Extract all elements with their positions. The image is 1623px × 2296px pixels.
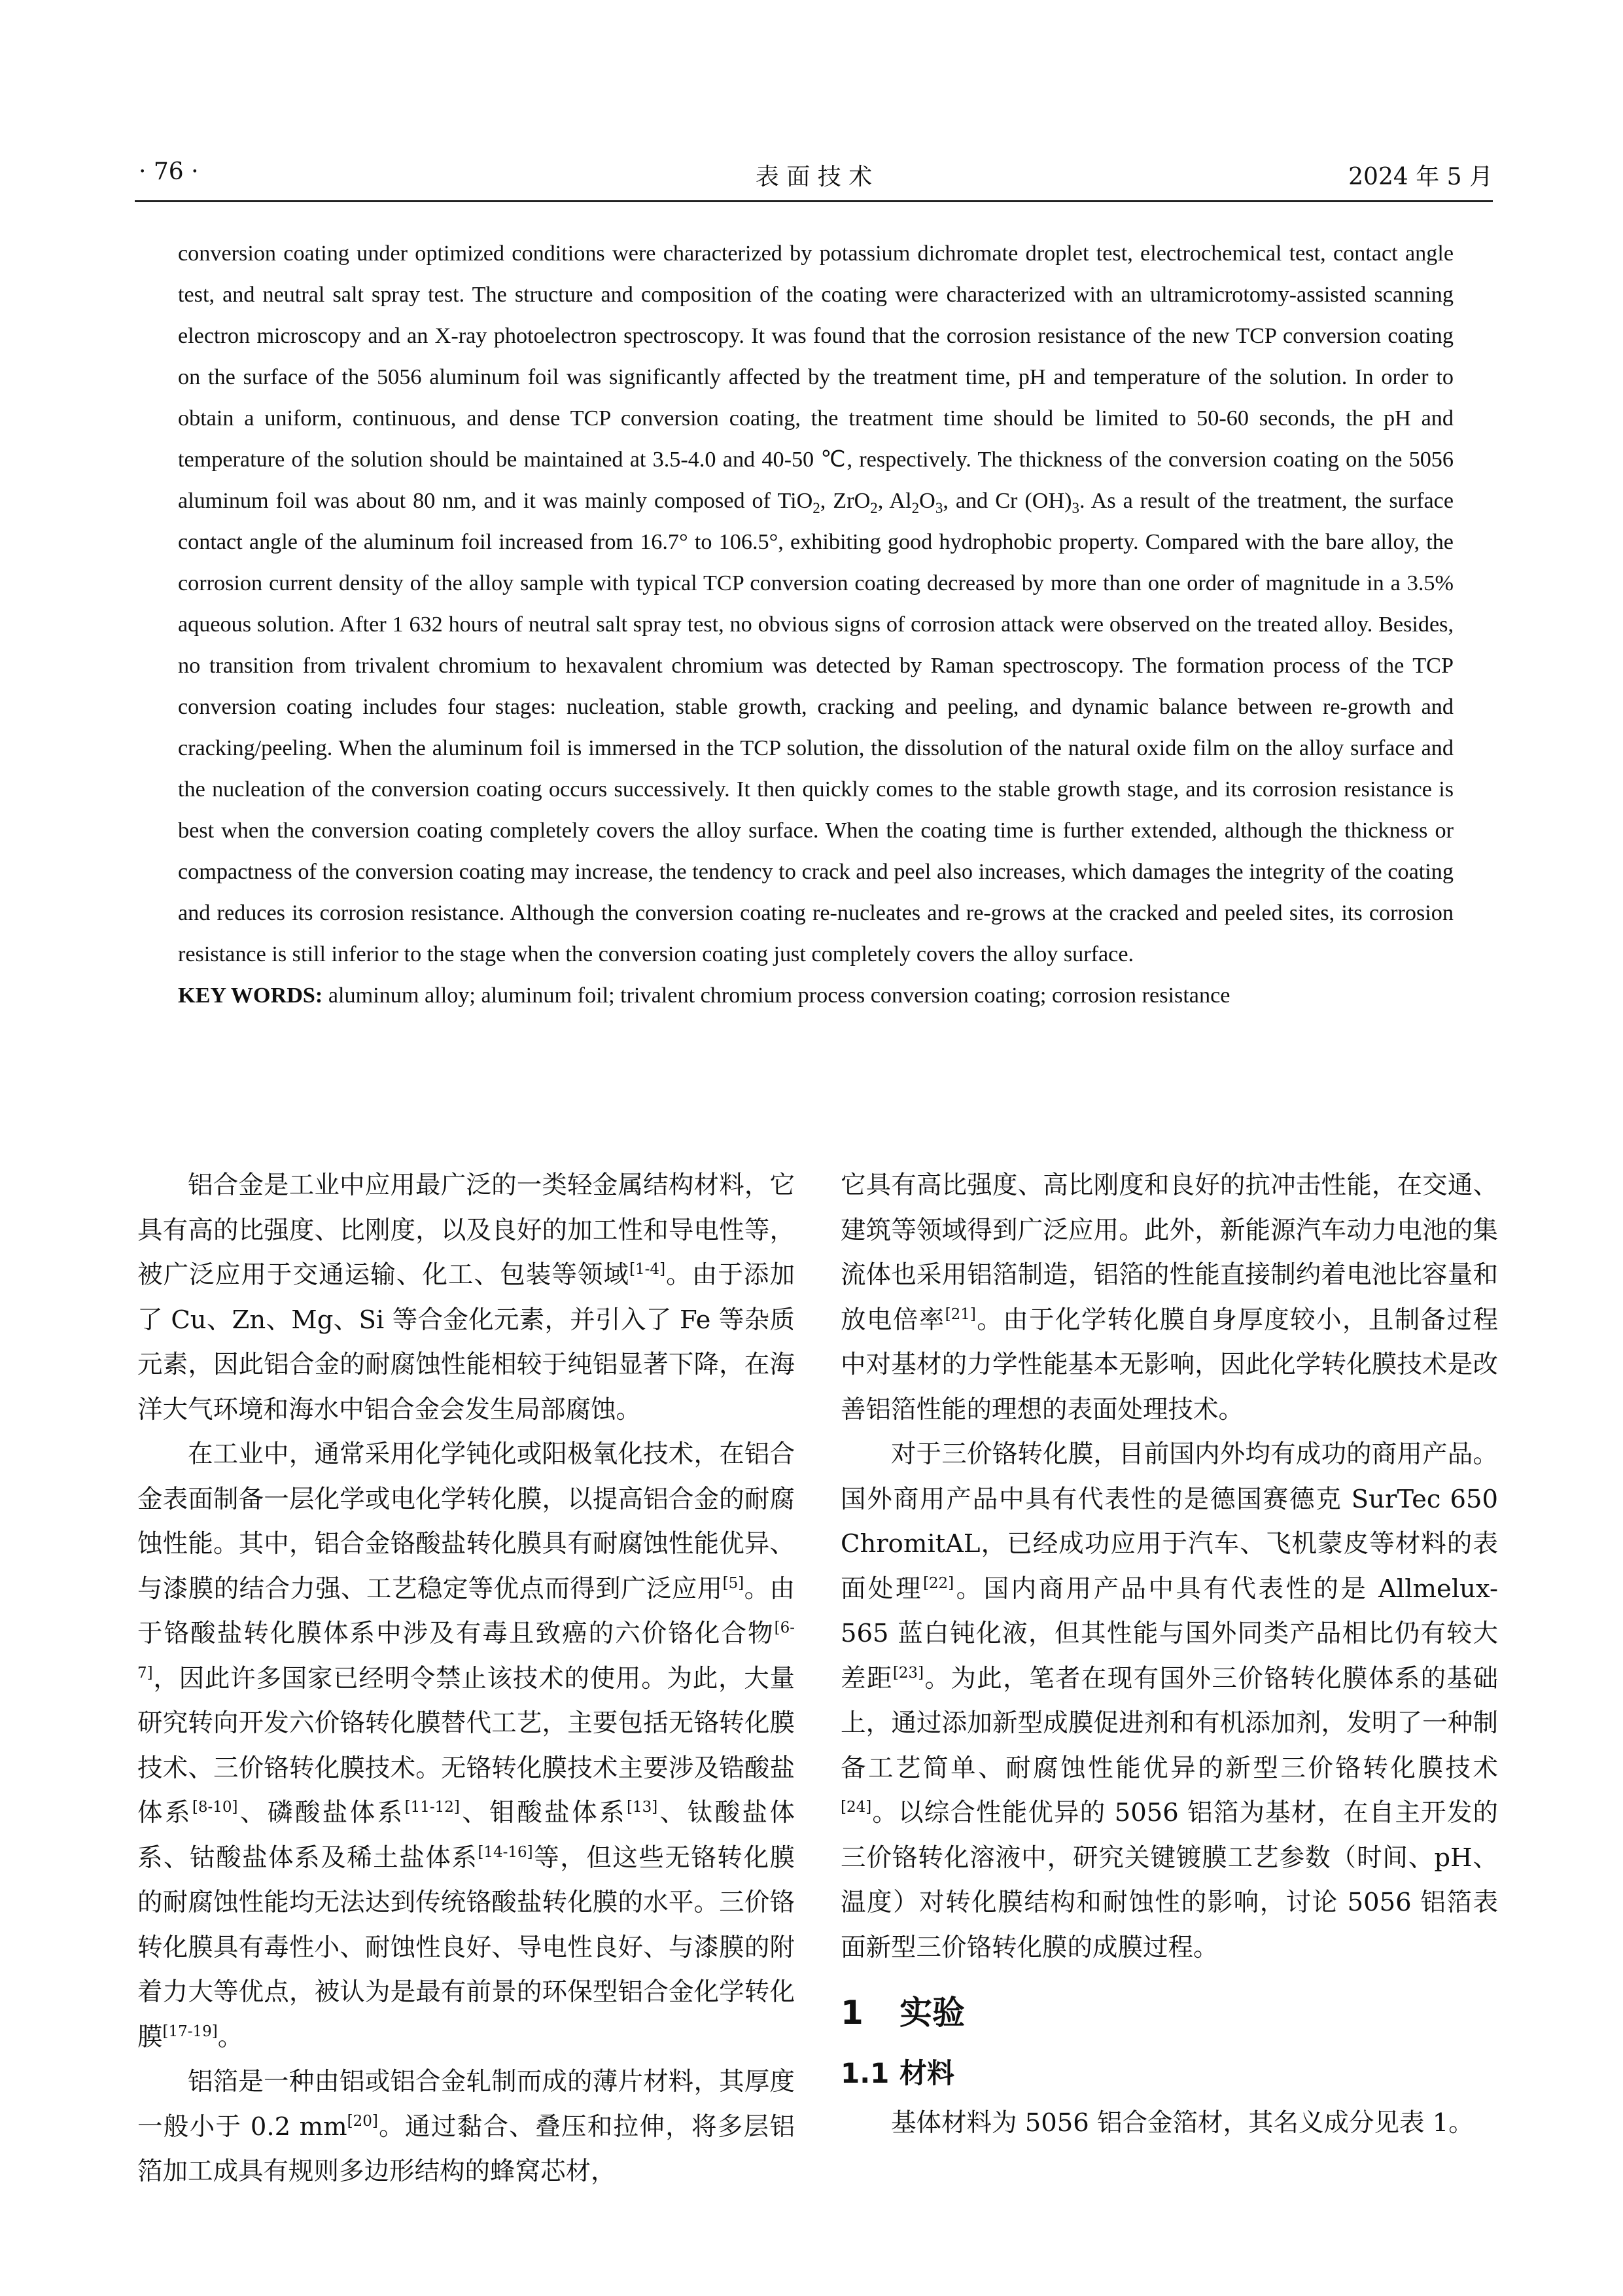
issue-date: 2024 年 5 月 [1348, 164, 1493, 190]
left-column [137, 1163, 795, 2195]
section-heading-1: 1 实验 [841, 1994, 965, 2032]
keywords-list: aluminum alloy; aluminum foil; trivalent chromium process conversion coating; corrosion resistance [323, 983, 1230, 1008]
abstract-text: conversion coating under optimized conditions were characterized by potassium dichromate droplet test, electrochemical test, contact angle test, and neutral salt spray test. The structure and composition of the coating were characterized with an ultramicrotomy-assisted scanning electron microscopy and an X-ray photoelectron spectroscopy. It was found that the corrosion resistance of the new TCP conversion coating on the surface of the 5056 aluminum foil was significantly affected by the treatment time, pH and temperature of the solution. In order to obtain a uniform, continuous, and dense TCP conversion coating, the treatment time should be limited to 50-60 seconds, the pH and temperature of the solution should be maintained at 3.5-4.0 and 40-50 ℃, respectively. The thickness of the conversion coating on the 5056 aluminum foil was about 80 nm, and it was mainly composed of TiO$_2$, ZrO$_2$, $Al_2O_3$, and Cr $(OH)_3$. As a result of the treatment, the surface contact angle of the aluminum foil increased from 16.7° to 106.5°, exhibiting good hydrophobic property. Compared with the bare alloy, the corrosion current density of the alloy sample with typical TCP conversion coating decreased by more than one order of magnitude in a 3.5% aqueous solution. After 1 632 hours of neutral salt spray test, no obvious signs of corrosion attack were observed on the treated alloy. Besides, no transition from trivalent chromium to hexavalent chromium was detected by Raman spectroscopy. The formation process of the TCP conversion coating includes four stages: nucleation, stable growth, cracking and peeling, and dynamic balance between re-growth and cracking/peeling. When the aluminum foil is immersed in the TCP solution, the dissolution of the natural oxide film on the alloy surface and the nucleation of the conversion coating occurs successively. It then quickly comes to the stable growth stage, and its corrosion resistance is best when the conversion coating completely covers the alloy surface. When the coating time is further extended, although the thickness or compactness of the conversion coating may increase, the tendency to crack and peel also increases, which damages the integrity of the coating and reduces its corrosion resistance. Although the conversion coating re-nucleates and re-grows at the cracked and peeled sites, its corrosion resistance is still inferior to the stage when the conversion coating just completely covers the alloy surface. [178, 241, 1454, 966]
english-abstract [178, 233, 1454, 1016]
page-number: · 76 · [139, 158, 199, 185]
journal-title: 表 面 技 术 [755, 164, 873, 190]
subsection-heading-1-1: 1.1 材料 [841, 2057, 955, 2089]
intro-paragraph-4: 对于三价铬转化膜，目前国内外均有成功的商用产品。国外商用产品中具有代表性的是德国赛德克 SurTec 650 ChromitAL，已经成功应用于汽车、飞机蒙皮等材料的表面处理[22]。国内商用产品中具有代表性的是 Allmelux-565 蓝白钝化液，但其性能与国外同类产品相比仍有较大差距[23]。为此，笔者在现有国外三价铬转化膜体系的基础上，通过添加新型成膜促进剂和有机添加剂，发明了一种制备工艺简单、耐腐蚀性能优异的新型三价铬转化膜技术[24]。以综合性能优异的 5056 铝箔为基材，在自主开发的三价铬转化溶液中，研究关键镀膜工艺参数（时间、pH、温度）对转化膜结构和耐蚀性的影响，讨论 5056 铝箔表面新型三价铬转化膜的成膜过程。 [841, 1439, 1498, 1962]
intro-paragraph-1: 铝合金是工业中应用最广泛的一类轻金属结构材料，它具有高的比强度、比刚度，以及良好的加工性和导电性等，被广泛应用于交通运输、化工、包装等领域[1-4]。由于添加了 Cu、Zn、Mg、Si 等合金化元素，并引入了 Fe 等杂质元素，因此铝合金的耐腐蚀性能相较于纯铝显著下降，在海洋大气环境和海水中铝合金会发生局部腐蚀。 [137, 1171, 795, 1424]
intro-paragraph-2: 在工业中，通常采用化学钝化或阳极氧化技术，在铝合金表面制备一层化学或电化学转化膜，以提高铝合金的耐腐蚀性能。其中，铝合金铬酸盐转化膜具有耐腐蚀性能优异、与漆膜的结合力强、工艺稳定等优点而得到广泛应用[5]。由于铬酸盐转化膜体系中涉及有毒且致癌的六价铬化合物[6-7]，因此许多国家已经明令禁止该技术的使用。为此，大量研究转向开发六价铬转化膜替代工艺，主要包括无铬转化膜技术、三价铬转化膜技术。无铬转化膜技术主要涉及锆酸盐体系[8-10]、磷酸盐体系[11-12]、钼酸盐体系[13]、钛酸盐体系、钴酸盐体系及稀土盐体系[14-16]等，但这些无铬转化膜的耐腐蚀性能均无法达到传统铬酸盐转化膜的水平。三价铬转化膜具有毒性小、耐蚀性良好、导电性良好、与漆膜的附着力大等优点，被认为是最有前景的环保型铝合金化学转化膜[17-19]。 [137, 1439, 795, 2052]
running-header [135, 152, 1493, 202]
keywords-label: KEY WORDS: [178, 983, 323, 1008]
intro-paragraph-3: 铝箔是一种由铝或铝合金轧制而成的薄片材料，其厚度一般小于 0.2 mm[20]。通过黏合、叠压和拉伸，将多层铝箔加工成具有规则多边形结构的蜂窝芯材， [137, 2067, 795, 2186]
right-column [841, 1163, 1498, 2146]
intro-paragraph-3-continued: 它具有高比强度、高比刚度和良好的抗冲击性能，在交通、建筑等领域得到广泛应用。此外，新能源汽车动力电池的集流体也采用铝箔制造，铝箔的性能直接制约着电池比容量和放电倍率[21]。由于化学转化膜自身厚度较小，且制备过程中对基材的力学性能基本无影响，因此化学转化膜技术是改善铝箔性能的理想的表面处理技术。 [841, 1171, 1498, 1424]
keywords [178, 975, 1454, 1016]
materials-paragraph: 基体材料为 5056 铝合金箔材，其名义成分见表 1。 [891, 2108, 1474, 2138]
